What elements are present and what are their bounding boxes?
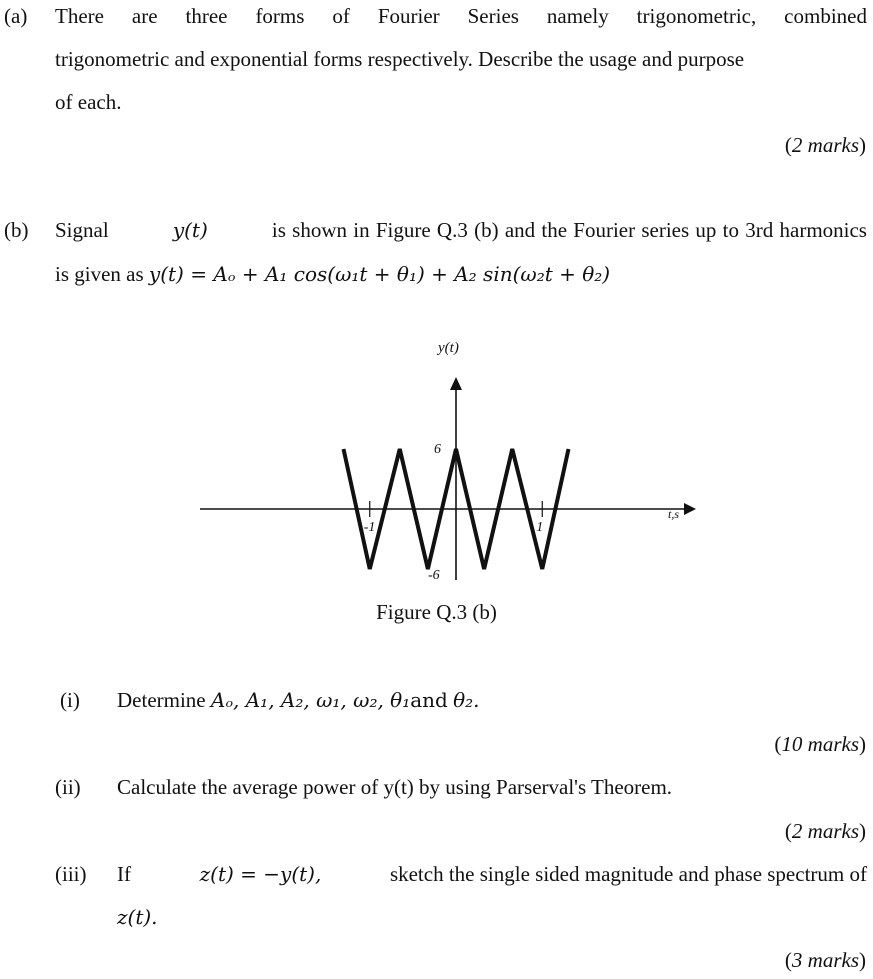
part-b-label: (b)	[4, 218, 29, 242]
y-axis-label: y(t)	[438, 340, 459, 356]
part-iii-line-1	[117, 862, 867, 887]
part-i-text	[117, 688, 480, 713]
signal-symbol: y(t)	[172, 218, 208, 242]
part-a-line-3: of each.	[55, 90, 122, 114]
fourier-equation: y(t) = Aₒ + A₁ cos(ω₁t + θ₁) + A₂ sin(ω₂t + θ₂)	[148, 262, 611, 286]
part-b-line-1-post: is shown in Figure Q.3 (b) and the Fourier series up to 3rd harmonics	[271, 218, 867, 242]
part-iii-label: (iii)	[55, 862, 87, 886]
part-a-line-2: trigonometric and exponential forms respectively. Describe the usage and purpose	[55, 47, 745, 71]
x-axis-arrow	[684, 503, 696, 515]
part-b-line-1-pre: Signal	[55, 218, 109, 242]
part-i-last-symbol: θ₂.	[453, 688, 480, 712]
part-iii-if: If	[117, 862, 131, 886]
figure-q3b	[200, 330, 700, 590]
part-i-and: and	[410, 688, 448, 712]
part-ii-text: Calculate the average power of y(t) by using Parserval's Theorem.	[117, 775, 673, 799]
x-tick-label: -1	[363, 520, 376, 535]
part-a-marks: (2 marks)	[784, 133, 866, 157]
part-b-line-2-pre: is given as	[55, 262, 144, 286]
part-b-line-2	[55, 262, 610, 287]
part-b-line-1	[55, 218, 867, 243]
y-axis-arrow	[450, 377, 462, 390]
part-a-label: (a)	[4, 4, 28, 28]
x-axis-label: t,s	[668, 507, 680, 521]
part-i-label: (i)	[60, 688, 80, 712]
part-ii-label: (ii)	[55, 775, 81, 799]
figure-caption: Figure Q.3 (b)	[376, 600, 497, 624]
part-i-symbols: Aₒ, A₁, A₂, ω₁, ω₂, θ₁	[210, 688, 411, 712]
x-tick-label: 1	[536, 520, 544, 535]
part-iii-equation: z(t) = −y(t),	[199, 862, 322, 886]
part-i-text-pre: Determine	[117, 688, 206, 712]
y-tick-label: 6	[434, 442, 441, 457]
part-a-line-1: There are three forms of Fourier Series namely trigonometric, combined	[55, 4, 867, 28]
y-tick-label: -6	[428, 568, 440, 583]
part-iii-line-1-post: sketch the single sided magnitude and phase spectrum of	[389, 862, 867, 886]
part-iii-marks: (3 marks)	[784, 948, 866, 972]
part-ii-marks: (2 marks)	[784, 819, 866, 843]
part-i-marks: (10 marks)	[774, 732, 866, 756]
part-iii-line-2: z(t).	[117, 905, 158, 929]
